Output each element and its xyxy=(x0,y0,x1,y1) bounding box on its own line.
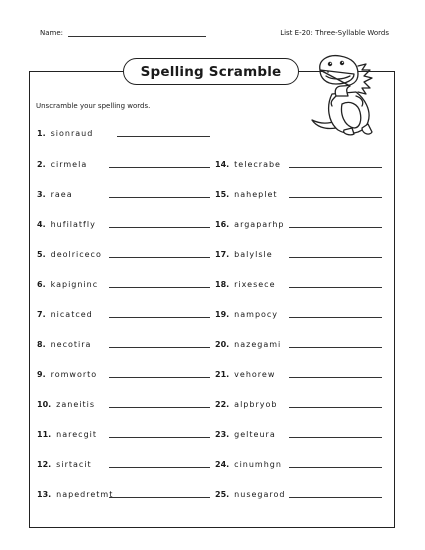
item-number: 25. xyxy=(215,490,230,499)
answer-line[interactable] xyxy=(109,287,210,288)
list-item xyxy=(37,159,212,169)
name-field xyxy=(40,29,206,37)
scrambled-word: cinumhgn xyxy=(234,460,282,469)
scrambled-word: sirtacit xyxy=(56,460,92,469)
item-number: 13. xyxy=(37,490,52,499)
answer-line[interactable] xyxy=(289,317,382,318)
answer-line[interactable] xyxy=(109,347,210,348)
item-number: 2. xyxy=(37,160,46,169)
item-number: 22. xyxy=(215,400,230,409)
item-number: 1. xyxy=(37,129,46,138)
answer-line[interactable] xyxy=(109,227,210,228)
scrambled-word: narecgit xyxy=(56,430,98,439)
item-number: 12. xyxy=(37,460,52,469)
list-item xyxy=(37,249,212,259)
item-number: 5. xyxy=(37,250,46,259)
answer-line[interactable] xyxy=(289,407,382,408)
answer-line[interactable] xyxy=(289,347,382,348)
name-label: Name: xyxy=(40,29,64,37)
answer-line[interactable] xyxy=(109,407,210,408)
list-item xyxy=(215,249,385,259)
scrambled-word: deolriceco xyxy=(50,250,102,259)
list-item xyxy=(215,459,385,469)
list-item xyxy=(37,128,212,138)
scrambled-word: nazegami xyxy=(234,340,282,349)
scrambled-word: rixesece xyxy=(234,280,276,289)
item-number: 14. xyxy=(215,160,230,169)
list-item xyxy=(215,279,385,289)
item-number: 23. xyxy=(215,430,230,439)
scrambled-word: raea xyxy=(50,190,73,199)
answer-line[interactable] xyxy=(289,197,382,198)
item-number: 9. xyxy=(37,370,46,379)
answer-line[interactable] xyxy=(289,437,382,438)
item-number: 7. xyxy=(37,310,46,319)
scrambled-word: cirmela xyxy=(50,160,88,169)
item-number: 6. xyxy=(37,280,46,289)
answer-line[interactable] xyxy=(109,197,210,198)
item-number: 21. xyxy=(215,370,230,379)
list-item xyxy=(215,429,385,439)
list-item xyxy=(215,489,385,499)
answer-line[interactable] xyxy=(109,257,210,258)
scrambled-word: kapigninc xyxy=(50,280,99,289)
scrambled-word: gelteura xyxy=(234,430,276,439)
item-number: 19. xyxy=(215,310,230,319)
answer-line[interactable] xyxy=(109,437,210,438)
instructions: Unscramble your spelling words. xyxy=(36,102,151,110)
list-item xyxy=(215,399,385,409)
item-number: 17. xyxy=(215,250,230,259)
answer-line[interactable] xyxy=(289,167,382,168)
list-item xyxy=(37,309,212,319)
scrambled-word: necotira xyxy=(50,340,92,349)
list-item xyxy=(37,399,212,409)
list-item xyxy=(37,219,212,229)
scrambled-word: balylsle xyxy=(234,250,273,259)
item-number: 4. xyxy=(37,220,46,229)
scrambled-word: nusegarod xyxy=(234,490,286,499)
scrambled-word: zaneitis xyxy=(56,400,96,409)
answer-line[interactable] xyxy=(289,467,382,468)
list-item xyxy=(37,459,212,469)
list-item xyxy=(37,429,212,439)
answer-line[interactable] xyxy=(289,287,382,288)
list-item xyxy=(215,339,385,349)
list-title: List E-20: Three-Syllable Words xyxy=(280,29,389,37)
item-number: 3. xyxy=(37,190,46,199)
list-item xyxy=(37,369,212,379)
answer-line[interactable] xyxy=(289,257,382,258)
scrambled-word: romworto xyxy=(50,370,98,379)
scrambled-word: argaparhp xyxy=(234,220,285,229)
list-item xyxy=(37,339,212,349)
answer-line[interactable] xyxy=(109,317,210,318)
answer-line[interactable] xyxy=(109,497,210,498)
item-number: 10. xyxy=(37,400,52,409)
scrambled-word: alpbryob xyxy=(234,400,278,409)
answer-line[interactable] xyxy=(289,377,382,378)
item-number: 15. xyxy=(215,190,230,199)
list-item xyxy=(215,309,385,319)
list-item xyxy=(215,369,385,379)
list-item xyxy=(215,219,385,229)
item-number: 11. xyxy=(37,430,52,439)
list-item xyxy=(215,189,385,199)
dinosaur-illustration xyxy=(306,50,386,140)
name-write-line[interactable] xyxy=(68,29,206,37)
list-item xyxy=(37,489,212,499)
item-number: 24. xyxy=(215,460,230,469)
scrambled-word: nicatced xyxy=(50,310,93,319)
scrambled-word: vehorew xyxy=(234,370,276,379)
answer-line[interactable] xyxy=(289,497,382,498)
item-number: 18. xyxy=(215,280,230,289)
answer-line[interactable] xyxy=(117,136,210,137)
answer-line[interactable] xyxy=(109,377,210,378)
item-number: 20. xyxy=(215,340,230,349)
scrambled-word: napedretmt xyxy=(56,490,114,499)
scrambled-word: telecrabe xyxy=(234,160,281,169)
list-item xyxy=(37,189,212,199)
scrambled-word: nampocy xyxy=(234,310,279,319)
scrambled-word: hufilatfly xyxy=(50,220,96,229)
scrambled-word: sionraud xyxy=(50,129,94,138)
answer-line[interactable] xyxy=(109,467,210,468)
answer-line[interactable] xyxy=(289,227,382,228)
worksheet-title: Spelling Scramble xyxy=(123,58,299,85)
answer-line[interactable] xyxy=(109,167,210,168)
scrambled-word: naheplet xyxy=(234,190,278,199)
item-number: 16. xyxy=(215,220,230,229)
list-item xyxy=(37,279,212,289)
item-number: 8. xyxy=(37,340,46,349)
list-item xyxy=(215,159,385,169)
